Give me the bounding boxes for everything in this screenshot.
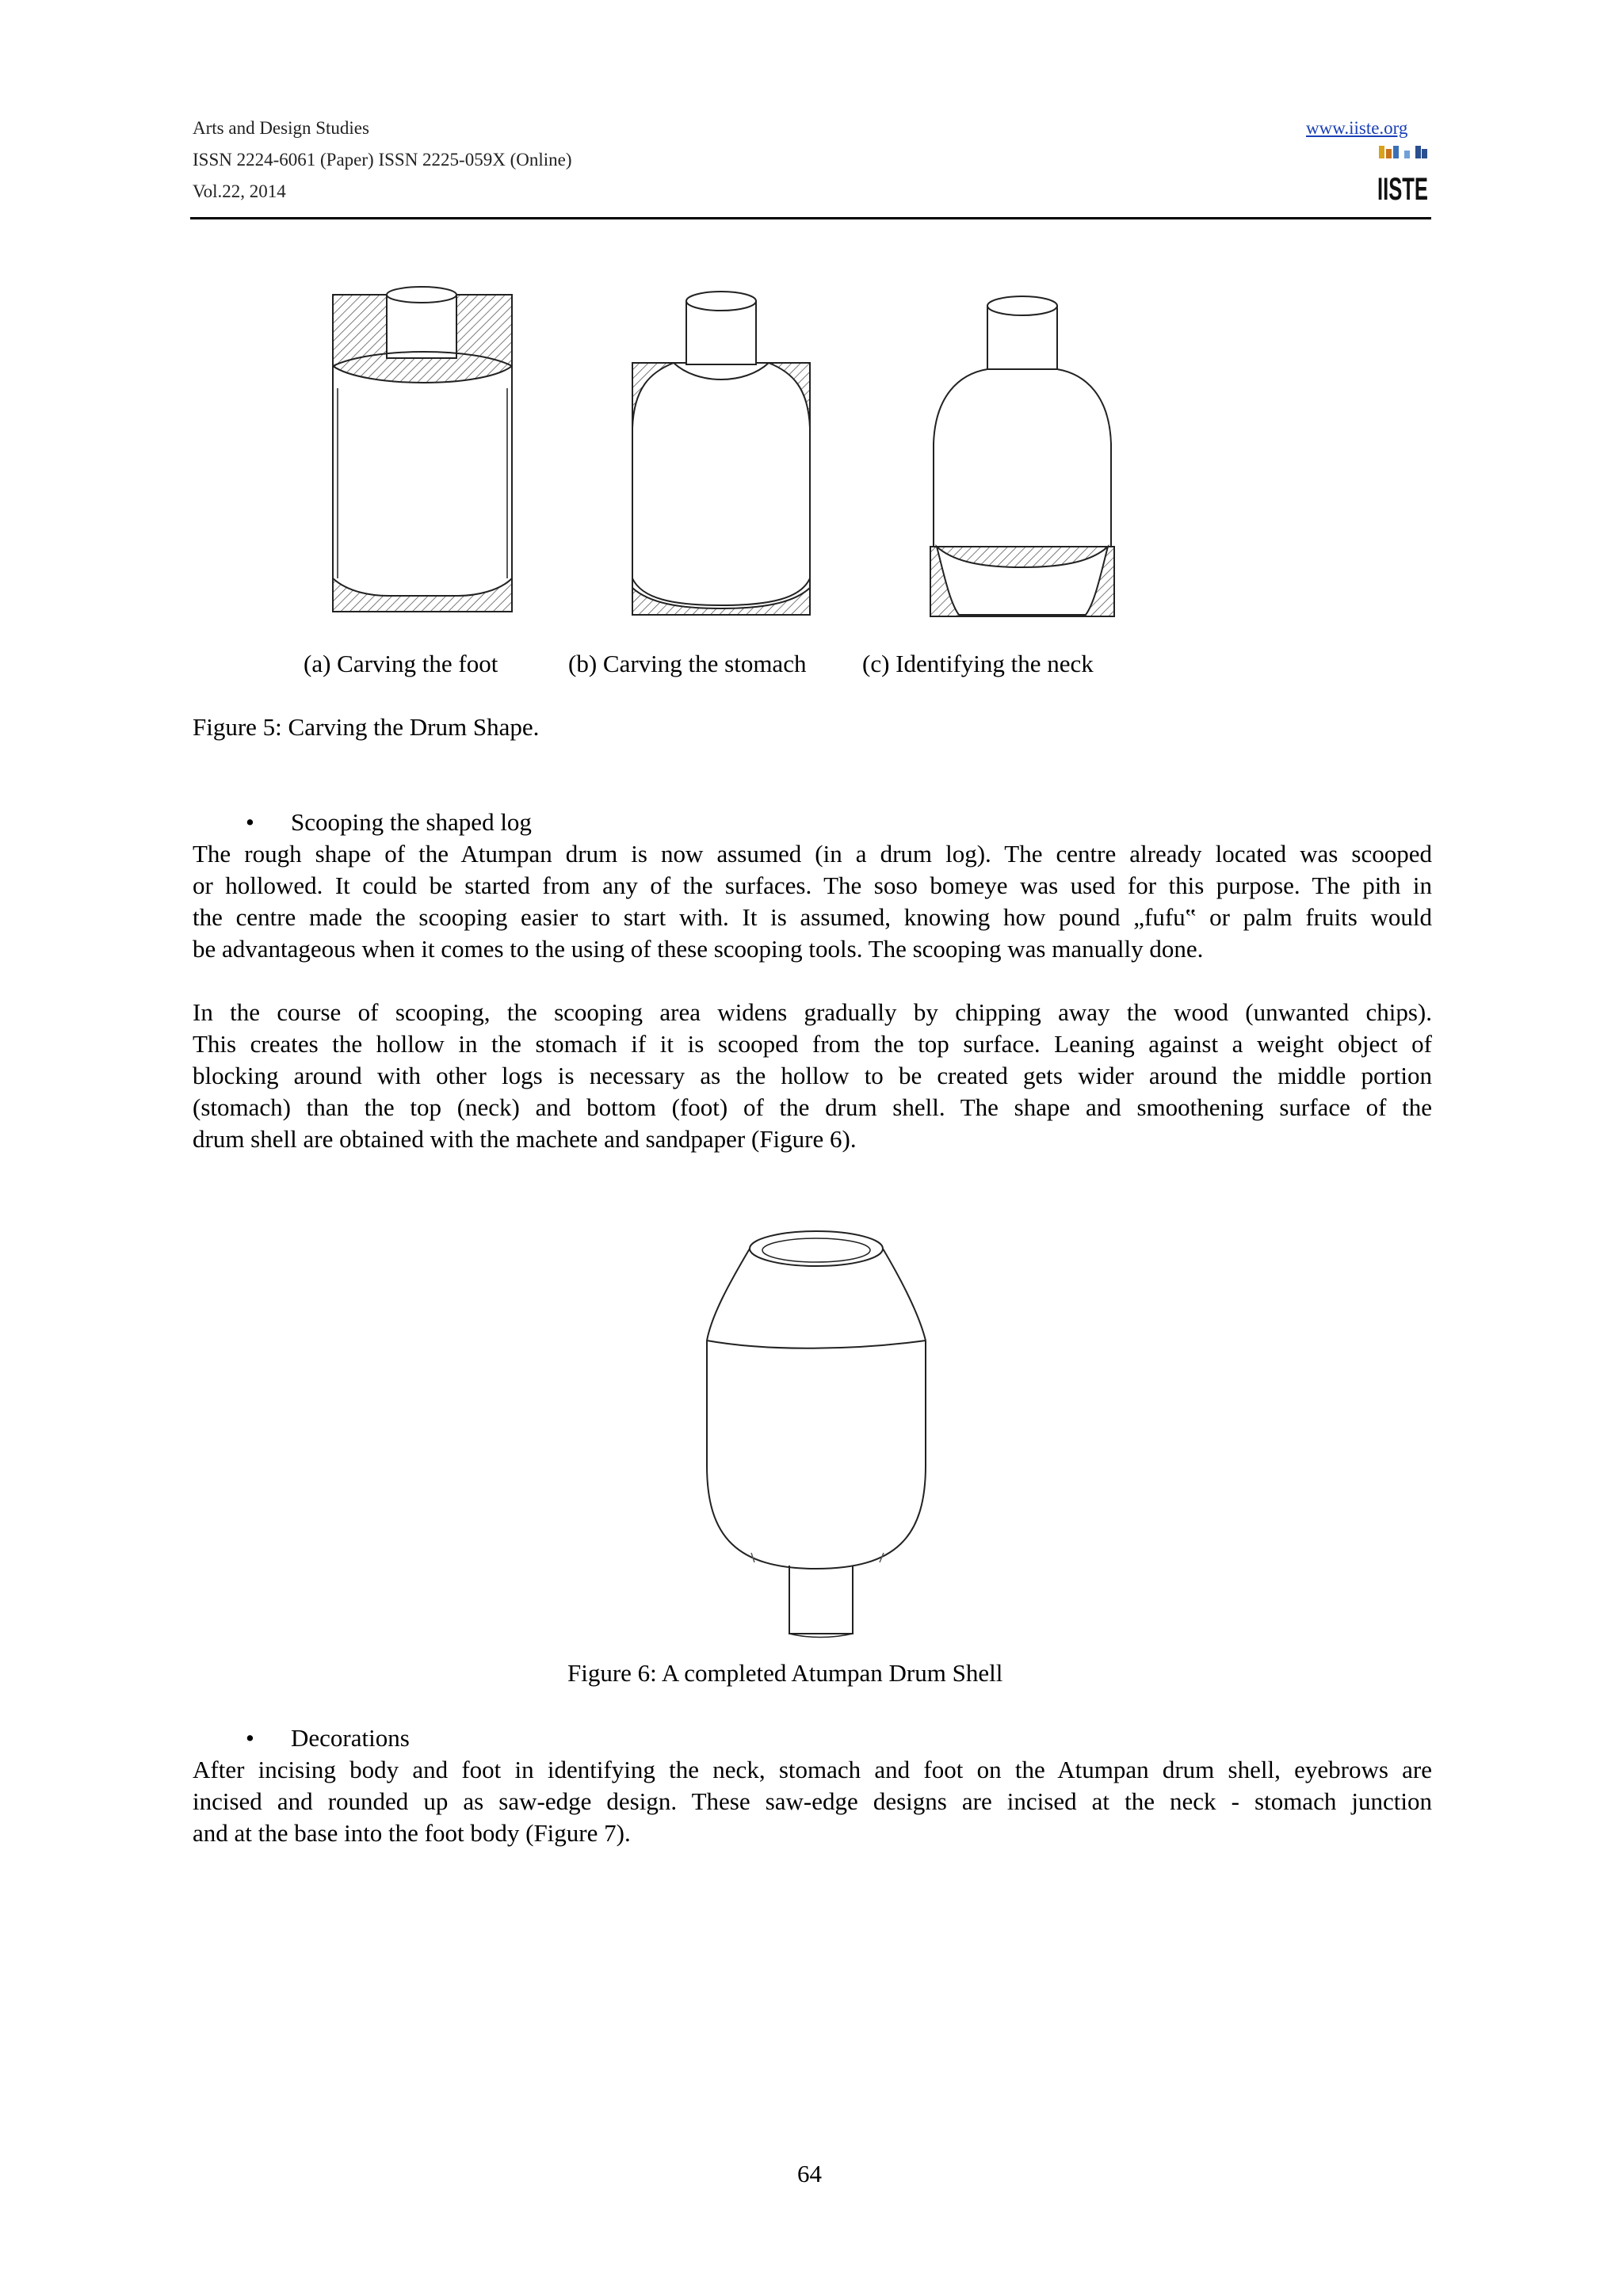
text-line: After incising body and foot in identifying the neck, stomach and foot on the Atumpan drum shell, eyebrows are [193,1756,1432,1783]
text-line: be advantageous when it comes to the using of these scooping tools. The scooping was manually done. [193,935,1204,963]
section-scooping-heading: Scooping the shaped log [291,808,532,836]
figure5-subcaption-b: (b) Carving the stomach [568,650,807,677]
scooping-paragraph-1 [193,838,1432,965]
bullet-dot: • [246,1724,254,1752]
figure5-subcaption-c: (c) Identifying the neck [862,650,1094,677]
figure5-subcaption-a: (a) Carving the foot [304,650,498,677]
iiste-logo [1376,144,1431,207]
figure6-drawing [674,1220,959,1648]
website-link[interactable]: www.iiste.org [1306,118,1408,138]
bullet-dot: • [246,808,254,836]
figure5-drawings [325,277,1125,626]
text-line: and at the base into the foot body (Figure 7). [193,1819,631,1847]
header-rule [190,217,1431,219]
text-line: In the course of scooping, the scooping area widens gradually by chipping away the wood (unwanted chips). [193,998,1432,1026]
text-line: incised and rounded up as saw-edge design. These saw-edge designs are incised at the neck - stomach junction [193,1787,1432,1815]
decorations-paragraph [193,1754,1432,1849]
drawing-b [632,292,810,615]
page-number: 64 [797,2160,822,2187]
scooping-paragraph-2 [193,997,1432,1155]
text-line: blocking around with other logs is necessary as the hollow to be created gets wider around the middle portion [193,1062,1432,1089]
text-line: (stomach) than the top (neck) and bottom (foot) of the drum shell. The shape and smoothening surface of the [193,1093,1432,1121]
text-line: drum shell are obtained with the machete and sandpaper (Figure 6). [193,1125,857,1153]
text-line: This creates the hollow in the stomach if it is scooped from the top surface. Leaning against a weight object of [193,1030,1432,1058]
volume-line: Vol.22, 2014 [193,181,286,201]
figure5-caption: Figure 5: Carving the Drum Shape. [193,713,540,741]
figure6-caption: Figure 6: A completed Atumpan Drum Shell [567,1659,1003,1687]
svg-text:IISTE: IISTE [1377,172,1428,207]
drawing-c [930,296,1114,616]
text-line: the centre made the scooping easier to start with. It is assumed, knowing how pound „fufu‟ or palm fruits would [193,903,1432,931]
drawing-a [333,287,512,612]
text-line: The rough shape of the Atumpan drum is now assumed (in a drum log). The centre already located was scooped [193,840,1432,868]
issn-line: ISSN 2224-6061 (Paper) ISSN 2225-059X (Online) [193,150,572,170]
text-line: or hollowed. It could be started from any of the surfaces. The soso bomeye was used for this purpose. The pith in [193,871,1432,899]
section-decorations-heading: Decorations [291,1724,410,1752]
journal-title: Arts and Design Studies [193,118,369,138]
